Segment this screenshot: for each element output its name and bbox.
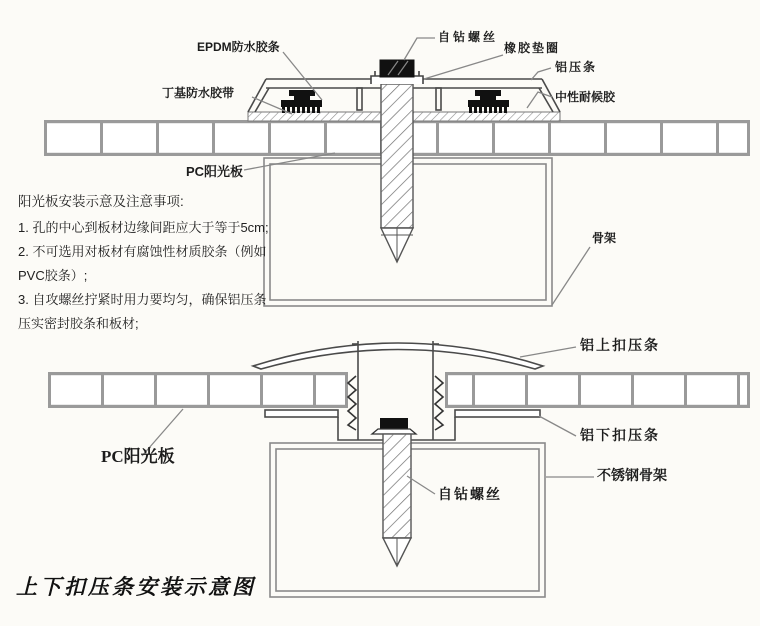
notes-title: 阳光板安装示意及注意事项: [18, 194, 184, 209]
top-self-drilling-screw [371, 60, 423, 262]
bottom-pc-panel-right [445, 372, 750, 408]
label-butyl-tape: 丁基防水胶带 [162, 86, 235, 100]
label-rubber-washer: 橡胶垫圈 [504, 41, 561, 55]
notes-line-2: 2. 不可选用对板材有腐蚀性材质胶条（例如 [18, 244, 267, 259]
label-top-frame: 骨架 [592, 231, 617, 245]
label-bottom-screw: 自钻螺丝 [438, 486, 502, 502]
label-upper-snap-strip: 铝上扣压条 [580, 337, 660, 353]
notes-line-3: PVC胶条）; [18, 268, 88, 283]
bottom-pc-panel-left [48, 372, 348, 408]
label-lower-snap-strip: 铝下扣压条 [580, 427, 660, 443]
label-top-screw: 自钻螺丝 [438, 30, 499, 44]
installation-notes [18, 190, 308, 336]
notes-line-5: 压实密封胶条和板材; [18, 316, 139, 331]
epdm-rubber-block-right [468, 90, 509, 113]
notes-line-1: 1. 孔的中心到板材边缘间距应大于等于5cm; [18, 220, 269, 235]
label-aluminum-strip: 铝压条 [555, 60, 598, 74]
bottom-leader-lines [142, 347, 594, 494]
label-neutral-sealant: 中性耐候胶 [555, 90, 616, 104]
label-stainless-frame: 不锈钢骨架 [597, 467, 667, 483]
notes-line-4: 3. 自攻螺丝拧紧时用力要均匀，确保铝压条 [18, 292, 267, 307]
bottom-diagram-title: 上下扣压条安装示意图 [16, 575, 256, 599]
label-bottom-pc-panel: PC阳光板 [101, 447, 175, 466]
label-epdm-strip: EPDM防水胶条 [197, 40, 280, 54]
label-top-pc-panel: PC阳光板 [186, 164, 244, 179]
